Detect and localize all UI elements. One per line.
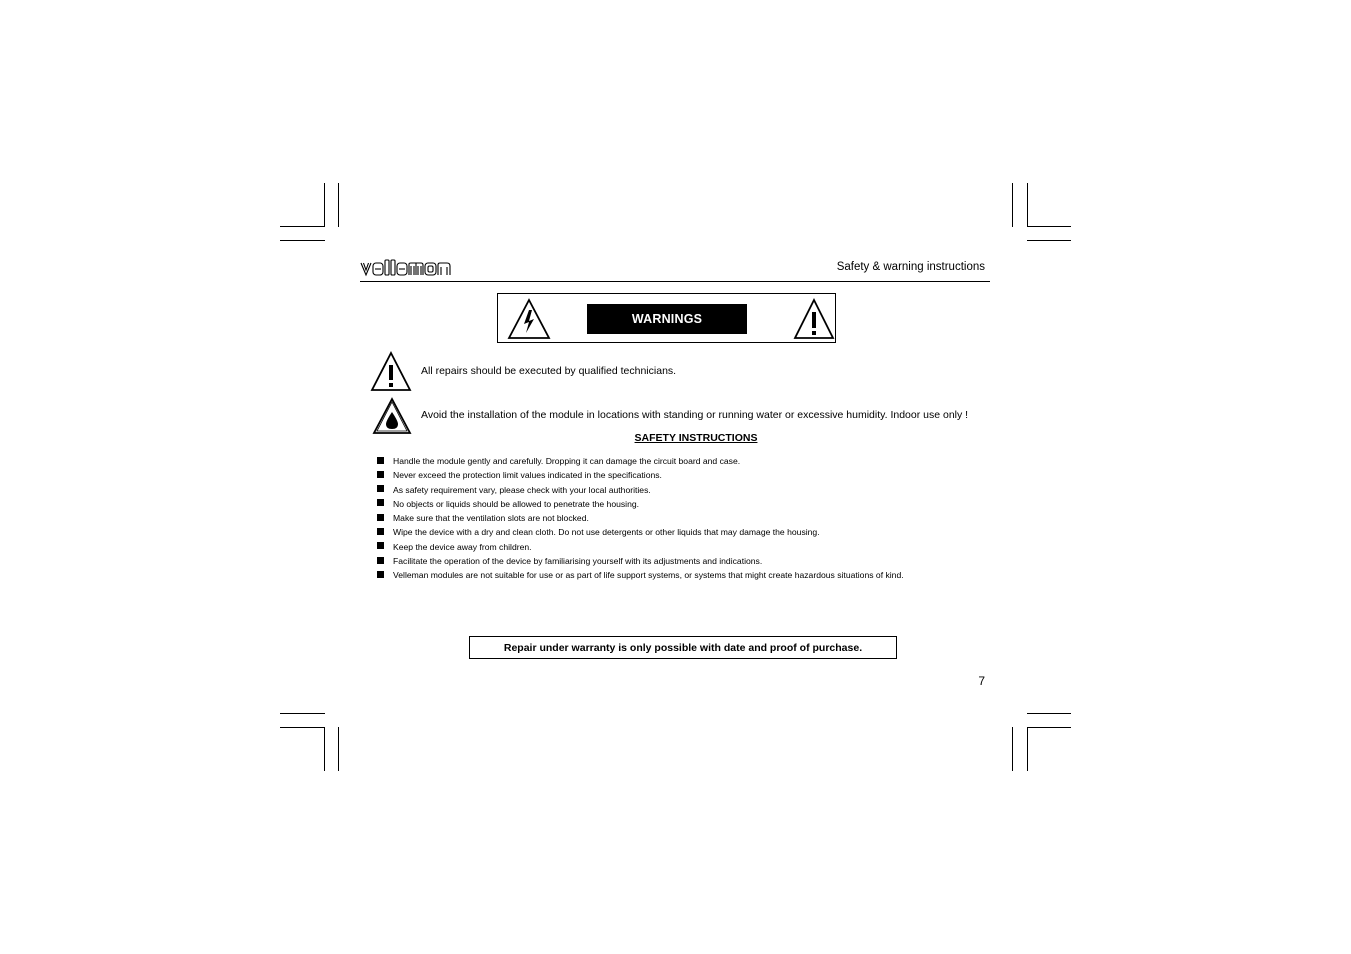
square-bullet-icon — [377, 571, 384, 578]
square-bullet-icon — [377, 542, 384, 549]
list-item — [376, 454, 904, 468]
list-item-text: As safety requirement vary, please check with your local authorities. — [393, 484, 651, 495]
warnings-label: WARNINGS — [587, 304, 747, 334]
list-item-text: Velleman modules are not suitable for use or as part of life support systems, or systems that might create hazardous situations of kind. — [393, 570, 904, 581]
square-bullet-icon — [377, 471, 384, 478]
square-bullet-icon — [377, 499, 384, 506]
list-item — [376, 483, 904, 497]
note-qualified-technicians: All repairs should be executed by qualified technicians. — [421, 365, 677, 377]
square-bullet-icon — [377, 514, 384, 521]
list-item-text: No objects or liquids should be allowed to penetrate the housing. — [393, 498, 640, 509]
water-drop-warning-icon — [372, 397, 412, 435]
list-item — [376, 525, 904, 539]
list-item — [376, 468, 904, 482]
warranty-notice: Repair under warranty is only possible with date and proof of purchase. — [469, 636, 897, 659]
list-item — [376, 497, 904, 511]
list-item-text: Wipe the device with a dry and clean cloth. Do not use detergents or other liquids that may damage the housing. — [393, 527, 820, 538]
exclamation-warning-icon — [793, 298, 835, 340]
safety-instructions-list — [376, 454, 904, 583]
list-item-text: Handle the module gently and carefully. Dropping it can damage the circuit board and case. — [393, 456, 741, 466]
list-item — [376, 511, 904, 525]
list-item-text: Never exceed the protection limit values indicated in the specifications. — [393, 470, 662, 481]
safety-instructions-heading: SAFETY INSTRUCTIONS — [634, 432, 758, 444]
square-bullet-icon — [377, 457, 384, 464]
square-bullet-icon — [377, 557, 384, 564]
list-item — [376, 554, 904, 568]
page-number: 7 — [978, 674, 985, 688]
list-item — [376, 568, 904, 582]
section-title: Safety & warning instructions — [836, 261, 985, 273]
note-avoid-water: Avoid the installation of the module in locations with standing or running water or excessive humidity. Indoor use only ! — [421, 409, 969, 421]
header-divider — [360, 281, 990, 282]
list-item-text: Facilitate the operation of the device by familiarising yourself with its adjustments and indications. — [393, 556, 763, 567]
exclamation-warning-icon — [370, 351, 412, 392]
high-voltage-warning-icon — [507, 298, 551, 340]
square-bullet-icon — [377, 485, 384, 492]
velleman-logo — [360, 258, 452, 280]
list-item — [376, 540, 904, 554]
list-item-text: Keep the device away from children. — [393, 541, 532, 552]
square-bullet-icon — [377, 528, 384, 535]
list-item-text: Make sure that the ventilation slots are not blocked. — [393, 513, 589, 524]
